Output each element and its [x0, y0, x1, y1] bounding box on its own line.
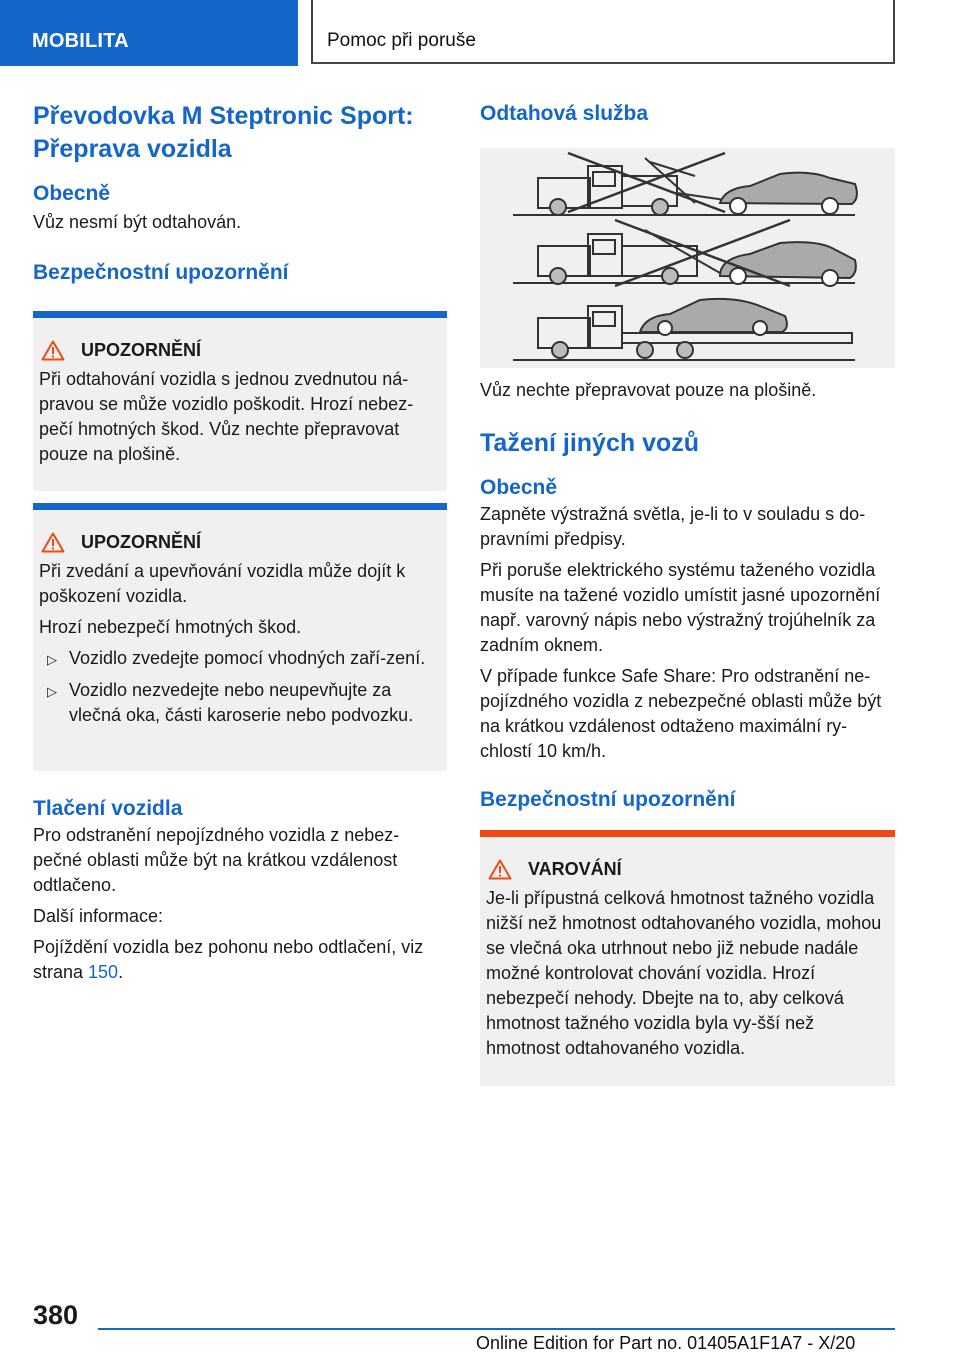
notice-text-2a: Při zvedání a upevňování vozidla může dojít k poškození vozidla. — [39, 561, 406, 606]
more-info-label: Další informace: — [33, 906, 164, 926]
general-heading: Obecně — [33, 182, 111, 205]
towing-illustration — [480, 148, 895, 368]
bullet-triangle-icon: ▷ — [47, 652, 57, 667]
notice-title-1 — [39, 340, 441, 361]
footer-divider — [98, 1328, 895, 1330]
section-tab — [0, 0, 298, 66]
notice-box-1 — [33, 311, 447, 491]
towing-safety-heading: Bezpečnostní upozornění — [480, 788, 736, 811]
right-column-body — [480, 378, 894, 1086]
chapter-tab — [311, 0, 895, 64]
push-heading: Tlačení vozidla — [33, 797, 183, 820]
towing-paragraph-1: Zapněte výstražná světla, je-li to v souladu s do-pravními předpisy. — [480, 504, 866, 549]
left-column — [33, 100, 447, 985]
tow-text: Vůz nechte přepravovat pouze na plošině. — [480, 380, 817, 400]
warning-triangle-icon — [41, 532, 65, 553]
safety-heading: Bezpečnostní upozornění — [33, 261, 289, 284]
towing-general-heading: Obecně — [480, 476, 558, 499]
tow-trucks-image — [480, 148, 895, 368]
warning-triangle-icon — [41, 340, 65, 361]
list-item: ▷ Vozidlo nezvedejte nebo neupevňujte za vlečná oka, části karoserie nebo podvozku. — [39, 678, 441, 728]
list-item: ▷ Vozidlo zvedejte pomocí vhodných zaří-zení. — [39, 646, 441, 672]
notice-title-text-2: UPOZORNĚNÍ — [81, 532, 202, 552]
towing-title: Tažení jiných vozů — [480, 429, 700, 457]
warning-title — [486, 859, 889, 880]
notice-text-2b: Hrozí nebezpečí hmotných škod. — [39, 617, 302, 637]
bullet-triangle-icon: ▷ — [47, 684, 57, 699]
towing-paragraph-3: V případe funkce Safe Share: Pro odstranění ne-pojízdného vozidla z nebezpečné oblasti může být na krátkou vzdálenost odtaženo maximální ry-chlostí 10 km/h. — [480, 666, 882, 761]
warning-title-text: VAROVÁNÍ — [528, 859, 622, 879]
transport-title: Převodovka M Steptronic Sport: Přeprava vozidla — [33, 102, 414, 163]
push-text: Pro odstranění nepojízdného vozidla z nebez-pečné oblasti může být na krátkou vzdálenost odtlačeno. — [33, 825, 400, 895]
warning-triangle-icon — [488, 859, 512, 880]
general-text: Vůz nesmí být odtahován. — [33, 212, 242, 232]
edition-text: Online Edition for Part no. 01405A1F1A7 - X/20 — [476, 1333, 856, 1353]
notice-box-2 — [33, 503, 447, 771]
page-reference-link[interactable]: 150 — [88, 962, 119, 982]
warning-box — [480, 830, 895, 1086]
warning-text: Je-li přípustná celková hmotnost tažného vozidla nižší než hmotnost odtahovaného vozidla, mohou se vlečná oka utrhnout nebo již nebude nadále možné kontrolovat chování vozidla. Hrozí nebezpečí nehody. Dbejte na to, aby celková hmotnost tažného vozidla byla vy-šší než hmotnost odtahovaného vozidla. — [486, 888, 882, 1058]
right-column — [480, 100, 894, 128]
reference-text: Pojíždění vozidla bez pohonu nebo odtlačení, viz strana 150. — [33, 937, 424, 982]
tow-heading: Odtahová služba — [480, 102, 649, 125]
notice-title-2 — [39, 532, 441, 553]
page-number: 380 — [33, 1300, 79, 1330]
notice-text-1: Při odtahování vozidla s jednou zvednutou ná-pravou se může vozidlo poškodit. Hrozí nebez-pečí hmotných škod. Vůz nechte přepravovat pouze na plošině. — [39, 369, 414, 464]
section-title: MOBILITA — [32, 30, 129, 52]
notice-title-text-1: UPOZORNĚNÍ — [81, 340, 202, 360]
chapter-title: Pomoc při poruše — [327, 30, 476, 51]
towing-paragraph-2: Při poruše elektrického systému taženého vozidla musíte na tažené vozidlo umístit jasné upozornění např. varovný nápis nebo výstražný trojúhelník za zadním oknem. — [480, 560, 881, 655]
